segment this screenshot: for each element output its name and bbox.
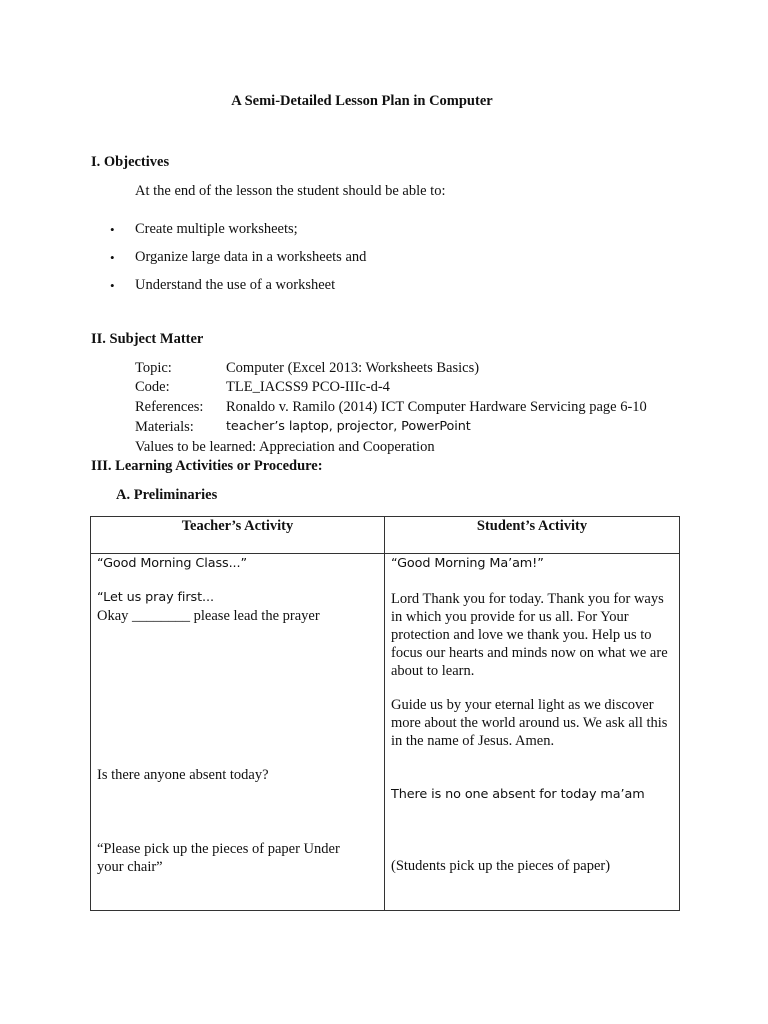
subject-matter-heading: II. Subject Matter <box>91 331 204 347</box>
preliminaries-heading: A. Preliminaries <box>116 487 218 503</box>
objectives-heading: I. Objectives <box>91 154 170 170</box>
topic-label: Topic: <box>135 360 172 376</box>
teacher-activity-cell <box>91 554 385 911</box>
teacher-paper-instruction: “Please pick up the pieces of paper Under your chair” <box>97 841 340 875</box>
objectives-intro: At the end of the lesson the student should be able to: <box>135 183 446 199</box>
objective-item: Understand the use of a worksheet <box>135 277 336 293</box>
code-value: TLE_IACSS9 PCO-IIIc-d-4 <box>226 379 390 395</box>
bullet-icon: • <box>110 222 115 237</box>
teacher-activity-header <box>91 517 385 554</box>
materials-label: Materials: <box>135 419 194 435</box>
teacher-lead-prayer: Okay ________ please lead the prayer <box>97 608 320 624</box>
objective-item: Organize large data in a worksheets and <box>135 249 367 265</box>
teacher-pray: “Let us pray first... <box>97 590 214 605</box>
references-label: References: <box>135 399 204 415</box>
bullet-icon: • <box>110 250 115 265</box>
references-value: Ronaldo v. Ramilo (2014) ICT Computer Hardware Servicing page 6-10 <box>226 399 647 415</box>
table-row <box>91 554 680 911</box>
learning-heading: III. Learning Activities or Procedure: <box>91 458 323 474</box>
topic-value: Computer (Excel 2013: Worksheets Basics) <box>226 360 480 376</box>
student-prayer-paragraph-2: Guide us by your eternal light as we discover more about the world around us. We ask all this in the name of Jesus. Amen. <box>391 697 668 749</box>
activity-table <box>90 516 680 911</box>
document-title: A Semi-Detailed Lesson Plan in Computer <box>231 93 493 109</box>
student-activity-header <box>385 517 680 554</box>
values-to-learn: Values to be learned: Appreciation and Cooperation <box>135 439 435 455</box>
student-activity-header-text: Student’s Activity <box>476 518 588 534</box>
table-header-row <box>91 517 680 554</box>
teacher-activity-header-text: Teacher’s Activity <box>181 518 294 534</box>
code-label: Code: <box>135 379 170 395</box>
student-greeting: “Good Morning Ma’am!” <box>391 556 544 571</box>
student-absent-answer: There is no one absent for today ma’am <box>391 787 645 802</box>
student-paper-action: (Students pick up the pieces of paper) <box>391 858 611 874</box>
objective-item: Create multiple worksheets; <box>135 221 298 237</box>
student-prayer-paragraph-1: Lord Thank you for today. Thank you for ways in which you provide for us all. For Your protection and love we thank you. Help us to focus our hearts and minds now on what we are about to learn. <box>391 591 668 679</box>
teacher-greeting: “Good Morning Class...” <box>97 556 248 571</box>
materials-value: teacher’s laptop, projector, PowerPoint <box>226 419 471 434</box>
teacher-absent-question: Is there anyone absent today? <box>97 767 269 783</box>
student-activity-cell <box>385 554 680 911</box>
bullet-icon: • <box>110 278 115 293</box>
